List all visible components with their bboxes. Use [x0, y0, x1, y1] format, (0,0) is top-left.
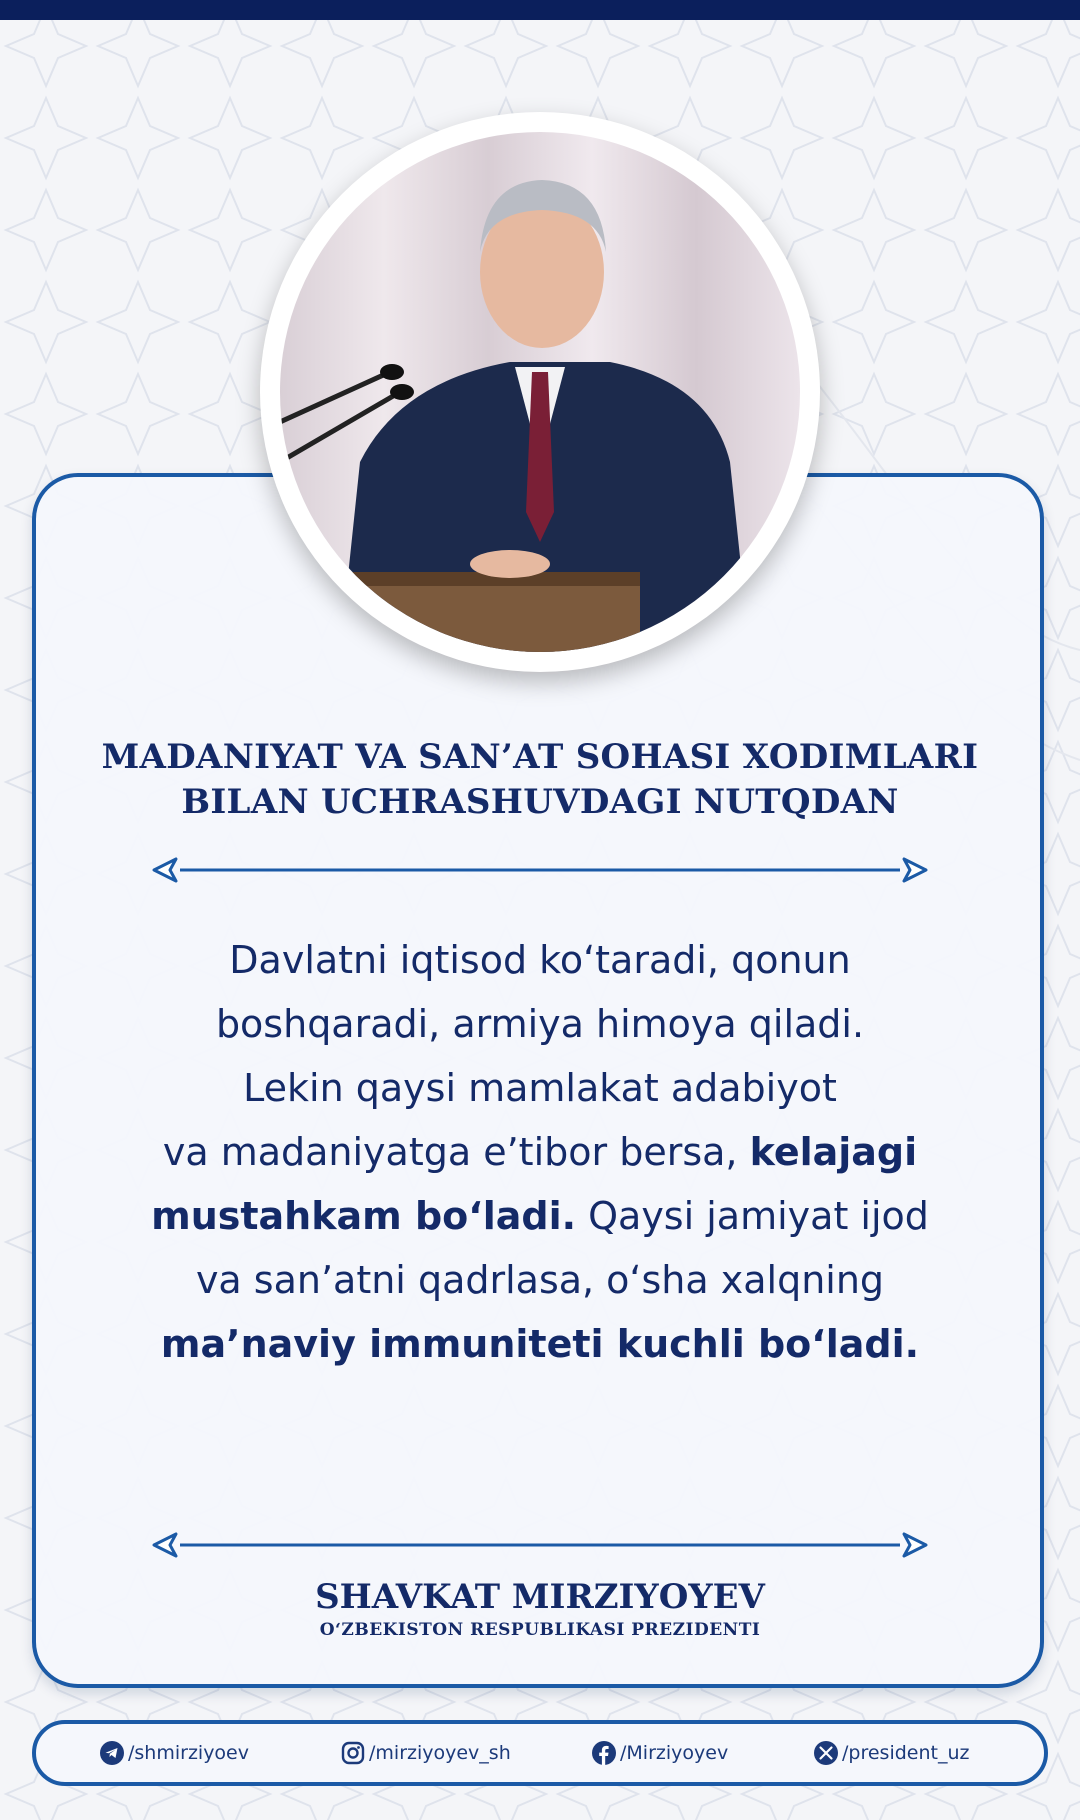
headline-line-2: BILAN UCHRASHUVDAGI NUTQDAN	[181, 782, 899, 822]
quote-line-7	[120, 1312, 960, 1376]
headline-line-1: MADANIYAT VA SAN’AT SOHASI XODIMLARI	[101, 737, 979, 777]
quote-line-5	[120, 1184, 960, 1248]
quote-line-4	[120, 1120, 960, 1184]
quote-line-4-bold: kelajagi	[749, 1130, 918, 1174]
quote-line-5-bold: mustahkam boʻladi.	[151, 1194, 577, 1238]
facebook-icon	[592, 1741, 616, 1765]
telegram-icon	[100, 1741, 124, 1765]
instagram-icon	[341, 1741, 365, 1765]
quote-line-1: Davlatni iqtisod koʻtaradi, qonun	[229, 938, 851, 982]
x-icon	[814, 1741, 838, 1765]
top-bar	[0, 0, 1080, 20]
quote-line-7-bold: ma’naviy immuniteti kuchli boʻladi.	[160, 1322, 920, 1366]
quote-line-6: va san’atni qadrlasa, oʻsha xalqning	[195, 1258, 885, 1302]
quote-line-3: Lekin qaysi mamlakat adabiyot	[243, 1066, 837, 1110]
quote-line-5-regular: Qaysi jamiyat ijod	[576, 1194, 929, 1238]
author-name: SHAVKAT MIRZIYOYEV	[315, 1577, 765, 1617]
social-telegram[interactable]	[100, 1739, 249, 1767]
author-title: OʻZBEKISTON RESPUBLIKASI PREZIDENTI	[319, 1620, 761, 1640]
bottom-divider	[152, 1530, 928, 1560]
quote-line-2: boshqaradi, armiya himoya qiladi.	[215, 1002, 865, 1046]
social-x[interactable]	[814, 1739, 969, 1767]
social-facebook[interactable]	[592, 1739, 728, 1767]
speech-headline	[60, 735, 1020, 825]
x-handle: /president_uz	[842, 1742, 970, 1764]
facebook-handle: /Mirziyoyev	[620, 1742, 729, 1764]
instagram-handle: /mirziyoyev_sh	[369, 1742, 511, 1764]
quote-line-4-regular: va madaniyatga e’tibor bersa,	[162, 1130, 750, 1174]
social-instagram[interactable]	[341, 1739, 511, 1767]
speaker-portrait	[260, 112, 820, 672]
telegram-handle: /shmirziyoev	[128, 1742, 249, 1764]
top-divider	[152, 855, 928, 885]
quote-text	[120, 928, 960, 1376]
